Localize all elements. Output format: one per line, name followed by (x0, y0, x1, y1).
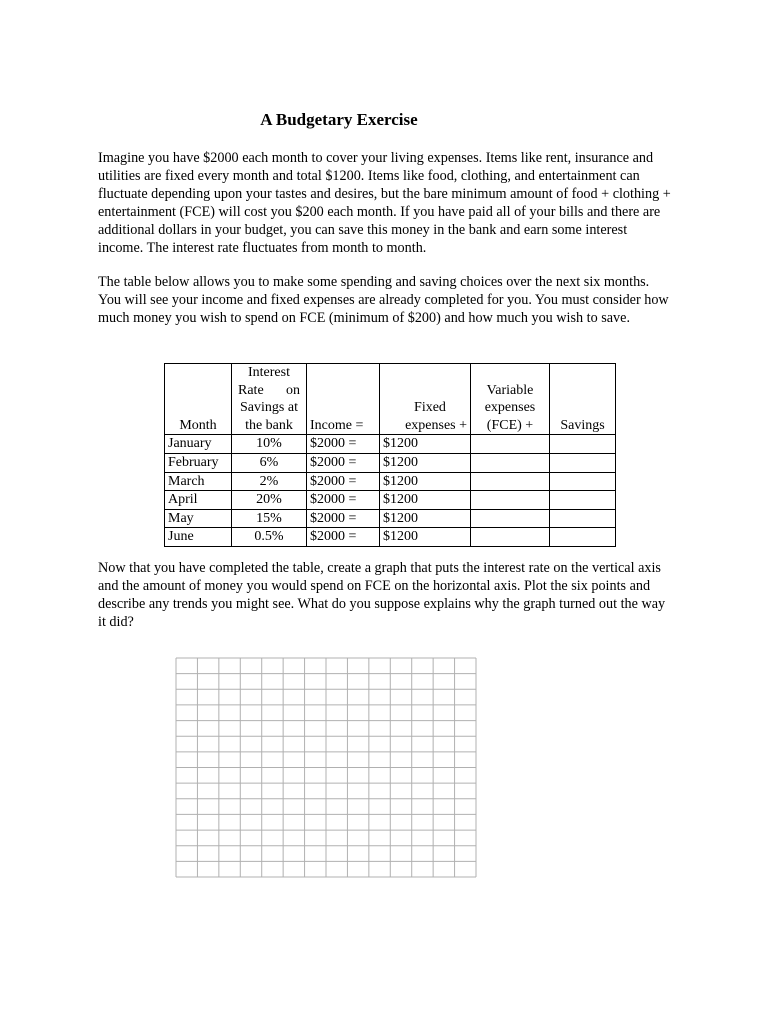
table-header-row (165, 364, 616, 435)
header-variable-expenses (471, 364, 550, 435)
table-row (165, 435, 616, 454)
page-title: A Budgetary Exercise (260, 110, 418, 129)
cell-month: June (165, 528, 232, 547)
cell-savings-input[interactable] (550, 472, 616, 491)
budget-table (164, 363, 616, 547)
header-rate-line2b: on (286, 382, 300, 398)
cell-rate: 6% (232, 453, 307, 472)
header-month: Month (165, 364, 232, 435)
cell-month: January (165, 435, 232, 454)
table-row (165, 491, 616, 510)
graph-paper-grid[interactable] (175, 657, 477, 878)
header-rate-line4: the bank (245, 417, 293, 433)
header-var-line1: Variable (486, 382, 534, 398)
cell-savings-input[interactable] (550, 453, 616, 472)
cell-month: March (165, 472, 232, 491)
cell-fixed: $1200 (380, 491, 471, 510)
cell-savings-input[interactable] (550, 528, 616, 547)
cell-savings-input[interactable] (550, 491, 616, 510)
cell-income: $2000 = (307, 435, 380, 454)
header-rate-line3: Savings at (240, 400, 298, 416)
table-row (165, 453, 616, 472)
cell-rate: 10% (232, 435, 307, 454)
header-rate-line1: Interest (248, 365, 290, 380)
cell-fixed: $1200 (380, 472, 471, 491)
cell-variable-input[interactable] (471, 435, 550, 454)
cell-savings-input[interactable] (550, 435, 616, 454)
header-var-line3: (FCE) + (486, 417, 534, 433)
cell-income: $2000 = (307, 472, 380, 491)
cell-savings-input[interactable] (550, 509, 616, 528)
header-fixed-line1: Fixed (414, 400, 446, 416)
cell-month: April (165, 491, 232, 510)
cell-fixed: $1200 (380, 528, 471, 547)
cell-income: $2000 = (307, 528, 380, 547)
table-intro-paragraph: The table below allows you to make some spending and saving choices over the next six months. You will see your income and fixed expenses are already completed for you. You must consider how much money you wish to spend on FCE (minimum of $200) and how much you wish to save. (98, 274, 669, 326)
header-fixed-line2: expenses + (405, 417, 467, 433)
cell-variable-input[interactable] (471, 491, 550, 510)
cell-variable-input[interactable] (471, 453, 550, 472)
cell-rate: 20% (232, 491, 307, 510)
cell-income: $2000 = (307, 453, 380, 472)
header-fixed-expenses (380, 364, 471, 435)
cell-rate: 2% (232, 472, 307, 491)
cell-income: $2000 = (307, 509, 380, 528)
table-row (165, 472, 616, 491)
table-row (165, 509, 616, 528)
intro-paragraph: Imagine you have $2000 each month to cover your living expenses. Items like rent, insurance and utilities are fixed every month and total $1200. Items like food, clothing, and entertainment can fluctuate depending upon your tastes and desires, but the bare minimum amount of food + clothing + entertainment (FCE) will cost you $200 each month. If you have paid all of your bills and there are additional dollars in your budget, you can save this money in the bank and earn some interest income. The interest rate fluctuates from month to month. (98, 150, 671, 256)
cell-variable-input[interactable] (471, 528, 550, 547)
header-interest-rate (232, 364, 307, 435)
header-income: Income = (307, 364, 380, 435)
cell-variable-input[interactable] (471, 472, 550, 491)
cell-fixed: $1200 (380, 509, 471, 528)
cell-income: $2000 = (307, 491, 380, 510)
header-rate-line2a: Rate (238, 382, 264, 398)
cell-fixed: $1200 (380, 453, 471, 472)
table-row (165, 528, 616, 547)
header-var-line2: expenses (484, 400, 536, 416)
cell-rate: 0.5% (232, 528, 307, 547)
cell-month: May (165, 509, 232, 528)
graph-intro-paragraph: Now that you have completed the table, create a graph that puts the interest rate on the vertical axis and the amount of money you would spend on FCE on the horizontal axis. Plot the six points and describe any trends you might see. What do you suppose explains why the graph turned out the way it did? (98, 560, 666, 630)
cell-variable-input[interactable] (471, 509, 550, 528)
cell-rate: 15% (232, 509, 307, 528)
cell-month: February (165, 453, 232, 472)
cell-fixed: $1200 (380, 435, 471, 454)
header-savings: Savings (550, 364, 616, 435)
